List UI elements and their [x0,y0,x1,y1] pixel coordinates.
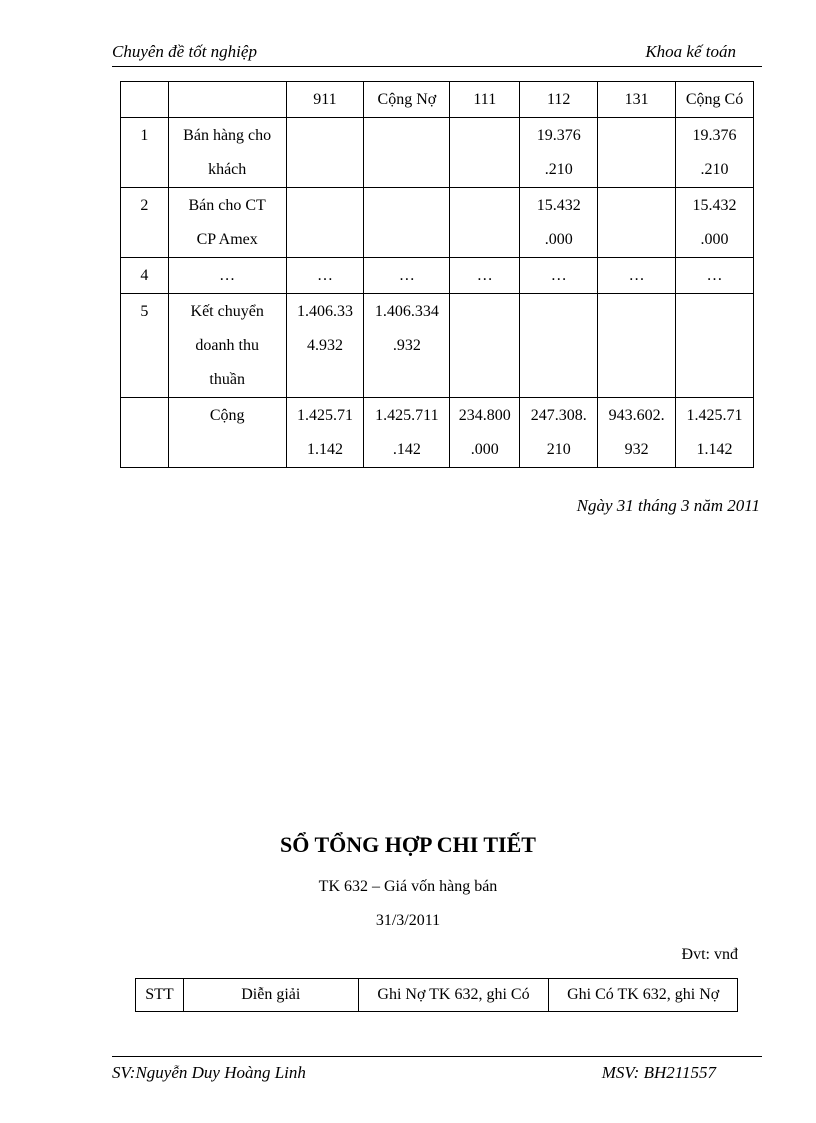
col-911-header: 911 [286,82,364,118]
footer-student: SV:Nguyễn Duy Hoàng Linh [112,1063,306,1082]
table-cell-co [676,118,754,188]
cell-line [287,223,364,257]
cell-line: 1.425.71 [686,407,743,424]
table-cell-c131 [598,188,676,258]
table-cell-desc [168,294,286,398]
cell-line: 1.425.711 [375,407,439,424]
date-line: Ngày 31 tháng 3 năm 2011 [576,496,760,515]
cell-line: .000 [470,441,499,458]
table-cell-stt [121,294,169,398]
cell-line: 1.406.334 [374,303,439,320]
table-cell-c111 [450,188,520,258]
cell-line: 1 [140,127,149,144]
table-cell-c111 [450,258,520,294]
section-subtitle: TK 632 – Giá vốn hàng bán [318,878,498,895]
cell-line: 15.432 [536,197,581,214]
cell-line [520,295,597,329]
table-cell-c911 [286,188,364,258]
cell-line [450,189,519,223]
table-cell-c112 [520,294,598,398]
cell-line [450,223,519,257]
cell-line: thuần [209,371,245,388]
col-112-header: 112 [520,82,598,118]
cell-line: … [706,267,723,284]
cell-line [287,119,364,153]
cell-line: … [316,267,333,284]
col-desc-header [168,82,286,118]
cell-line [287,189,364,223]
cell-line: 2 [140,197,149,214]
cell-line: Bán hàng cho [183,127,272,144]
col-stt-header: STT [136,979,184,1012]
table-row [121,118,754,188]
cell-line: 19.376 [536,127,581,144]
cell-line: 932 [624,441,649,458]
table-cell-stt [121,118,169,188]
cell-line: 210 [546,441,571,458]
cell-line [676,295,753,329]
cell-line [364,153,449,187]
table-cell-c131 [598,398,676,468]
section-date: 31/3/2011 [375,912,441,929]
cell-line [450,295,519,329]
cell-line: … [476,267,493,284]
cell-line: 1.142 [306,441,343,458]
table-cell-co [676,294,754,398]
cell-line [364,223,449,257]
cell-line: Cộng [209,407,245,424]
page-footer [112,1056,762,1087]
header-left: Chuyên đề tốt nghiệp [112,42,257,61]
table-cell-c911 [286,398,364,468]
cell-line: CP Amex [196,231,258,248]
cell-line: … [628,267,645,284]
cell-line [598,223,675,257]
cell-line [598,189,675,223]
cell-line: khách [208,161,247,178]
table-cell-c111 [450,398,520,468]
ledger-table [135,978,738,1012]
cell-line [450,153,519,187]
cell-line: 4.932 [306,337,343,354]
table-row [121,258,754,294]
footer-student-id: MSV: BH211557 [601,1063,716,1082]
table-cell-stt [121,188,169,258]
cell-line [598,153,675,187]
cell-line [598,119,675,153]
col-cong-co-header: Cộng Có [676,82,754,118]
table-cell-c112 [520,258,598,294]
cell-line: Kết chuyển [190,303,264,320]
cell-line: 4 [140,267,149,284]
table-cell-no [364,258,450,294]
table-cell-desc [168,258,286,294]
col-stt-header [121,82,169,118]
cell-line: .000 [544,231,573,248]
table-cell-co [676,258,754,294]
cell-line: Bán cho CT [188,197,266,214]
table-cell-co [676,398,754,468]
cell-line: .000 [700,231,729,248]
cell-line: 19.376 [692,127,737,144]
cell-line: .142 [392,441,421,458]
table-cell-desc [168,118,286,188]
table-cell-no [364,118,450,188]
table-header-row [136,979,738,1012]
cell-line: doanh thu [195,337,259,354]
cell-line: … [550,267,567,284]
table-cell-desc [168,398,286,468]
table-cell-desc [168,188,286,258]
table-cell-c111 [450,118,520,188]
table-cell-no [364,294,450,398]
cell-line: 1.425.71 [296,407,353,424]
cell-line: .932 [392,337,421,354]
cell-line: .210 [544,161,573,178]
revenue-table [120,81,754,468]
table-cell-c112 [520,398,598,468]
col-111-header: 111 [450,82,520,118]
col-credit-header: Ghi Có TK 632, ghi Nợ [549,979,738,1012]
table-cell-c131 [598,258,676,294]
table-cell-c911 [286,118,364,188]
col-debit-header: Ghi Nợ TK 632, ghi Có [358,979,549,1012]
unit-label: Đvt: vnđ [681,946,738,963]
cell-line: 1.142 [696,441,733,458]
cell-line: 5 [140,303,149,320]
col-desc-header: Diễn giải [183,979,358,1012]
cell-line: 247.308. [530,407,587,424]
table-header-row [121,82,754,118]
table-cell-c111 [450,294,520,398]
page-header [112,42,762,67]
cell-line [287,153,364,187]
table-row [121,188,754,258]
table-row [121,294,754,398]
table-cell-c911 [286,294,364,398]
table-row [121,398,754,468]
header-right: Khoa kế toán [645,42,736,61]
cell-line [450,119,519,153]
table-cell-c911 [286,258,364,294]
table-cell-c131 [598,294,676,398]
cell-line [364,119,449,153]
cell-line [598,295,675,329]
section-title: SỔ TỔNG HỢP CHI TIẾT [280,832,536,857]
cell-line: … [219,267,236,284]
table-cell-c112 [520,188,598,258]
col-cong-no-header: Cộng Nợ [364,82,450,118]
cell-line: 234.800 [458,407,511,424]
cell-line: 1.406.33 [296,303,353,320]
cell-line: .210 [700,161,729,178]
table-cell-c112 [520,118,598,188]
cell-line: … [398,267,415,284]
table-cell-stt [121,398,169,468]
table-cell-no [364,398,450,468]
table-cell-no [364,188,450,258]
table-cell-co [676,188,754,258]
cell-line: 15.432 [692,197,737,214]
cell-line: 943.602. [608,407,665,424]
cell-line [364,189,449,223]
col-131-header: 131 [598,82,676,118]
table-cell-stt [121,258,169,294]
table-cell-c131 [598,118,676,188]
